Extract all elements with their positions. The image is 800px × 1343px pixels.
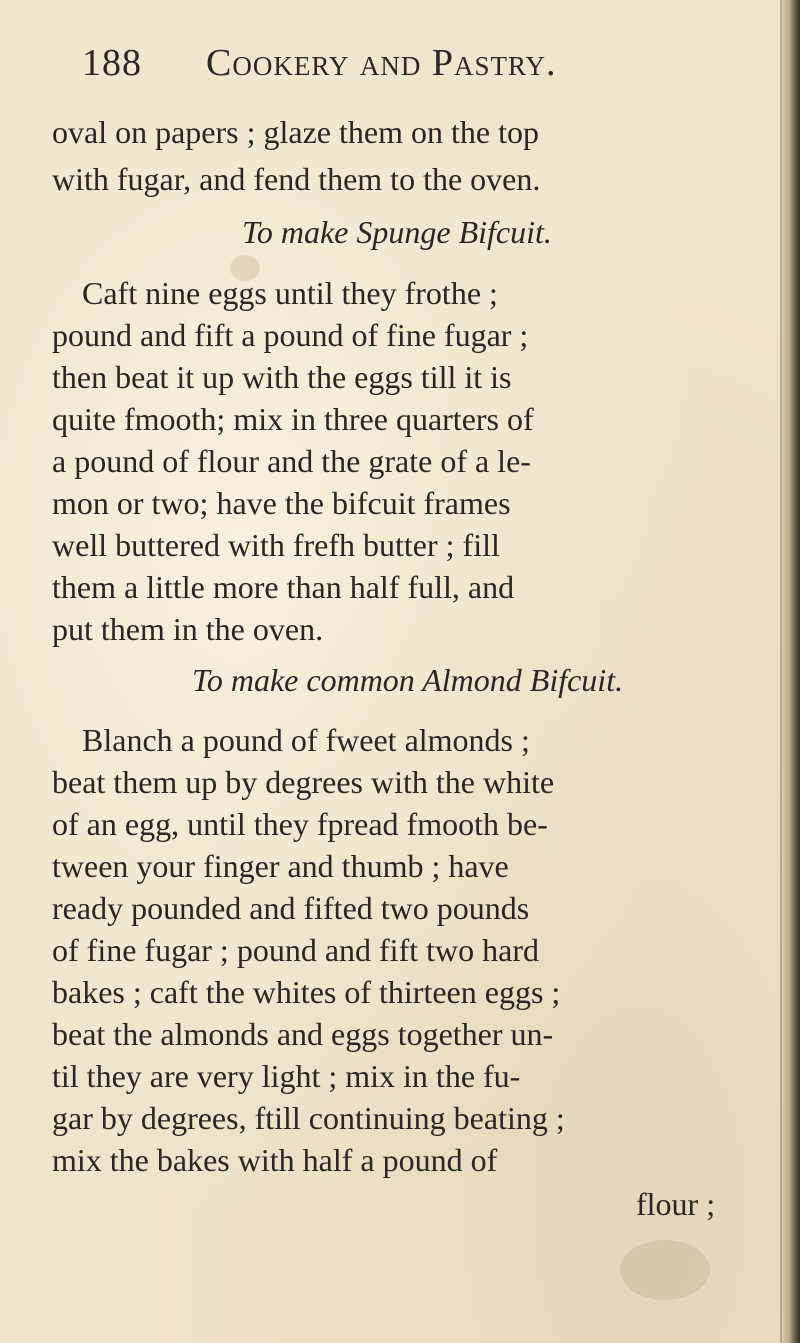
running-title: Cookery and Pastry. (206, 42, 557, 84)
text-line: Caft nine eggs until they frothe ; (82, 275, 498, 311)
text-line: of an egg, until they fpread fmooth be- (52, 806, 548, 842)
text-line: pound and fift a pound of fine fugar ; (52, 317, 529, 353)
text-line: tween your finger and thumb ; have (52, 848, 509, 884)
text-line: beat them up by degrees with the white (52, 764, 555, 800)
section-heading: To make Spunge Bifcuit. (242, 214, 552, 250)
text-line: Blanch a pound of fweet almonds ; (82, 722, 530, 758)
text-line: then beat it up with the eggs till it is (52, 359, 512, 395)
text-line: beat the almonds and eggs together un- (52, 1016, 554, 1052)
text-line: mix the bakes with half a pound of (52, 1142, 498, 1178)
paper-stain (620, 1240, 710, 1300)
text-line: of fine fugar ; pound and fift two hard (52, 932, 539, 968)
running-head (52, 38, 752, 88)
page-edge-shadow (782, 0, 800, 1343)
text-line: a pound of flour and the grate of a le- (52, 443, 531, 479)
text-line: mon or two; have the bifcuit frames (52, 485, 511, 521)
text-line: them a little more than half full, and (52, 569, 515, 605)
page-number: 188 (82, 42, 142, 84)
text-line: gar by degrees, ftill continuing beating ; (52, 1100, 565, 1136)
text-line: well buttered with frefh butter ; fill (52, 527, 500, 563)
text-line: oval on papers ; glaze them on the top (52, 114, 539, 150)
section-heading: To make common Almond Bifcuit. (192, 662, 624, 698)
text-line: bakes ; caft the whites of thirteen eggs ; (52, 974, 561, 1010)
text-line: put them in the oven. (52, 611, 324, 647)
text-line: til they are very light ; mix in the fu- (52, 1058, 521, 1094)
text-line: quite fmooth; mix in three quarters of (52, 401, 534, 437)
text-line: with fugar, and fend them to the oven. (52, 161, 541, 197)
text-line: ready pounded and fifted two pounds (52, 890, 530, 926)
catchword: flour ; (636, 1186, 716, 1222)
